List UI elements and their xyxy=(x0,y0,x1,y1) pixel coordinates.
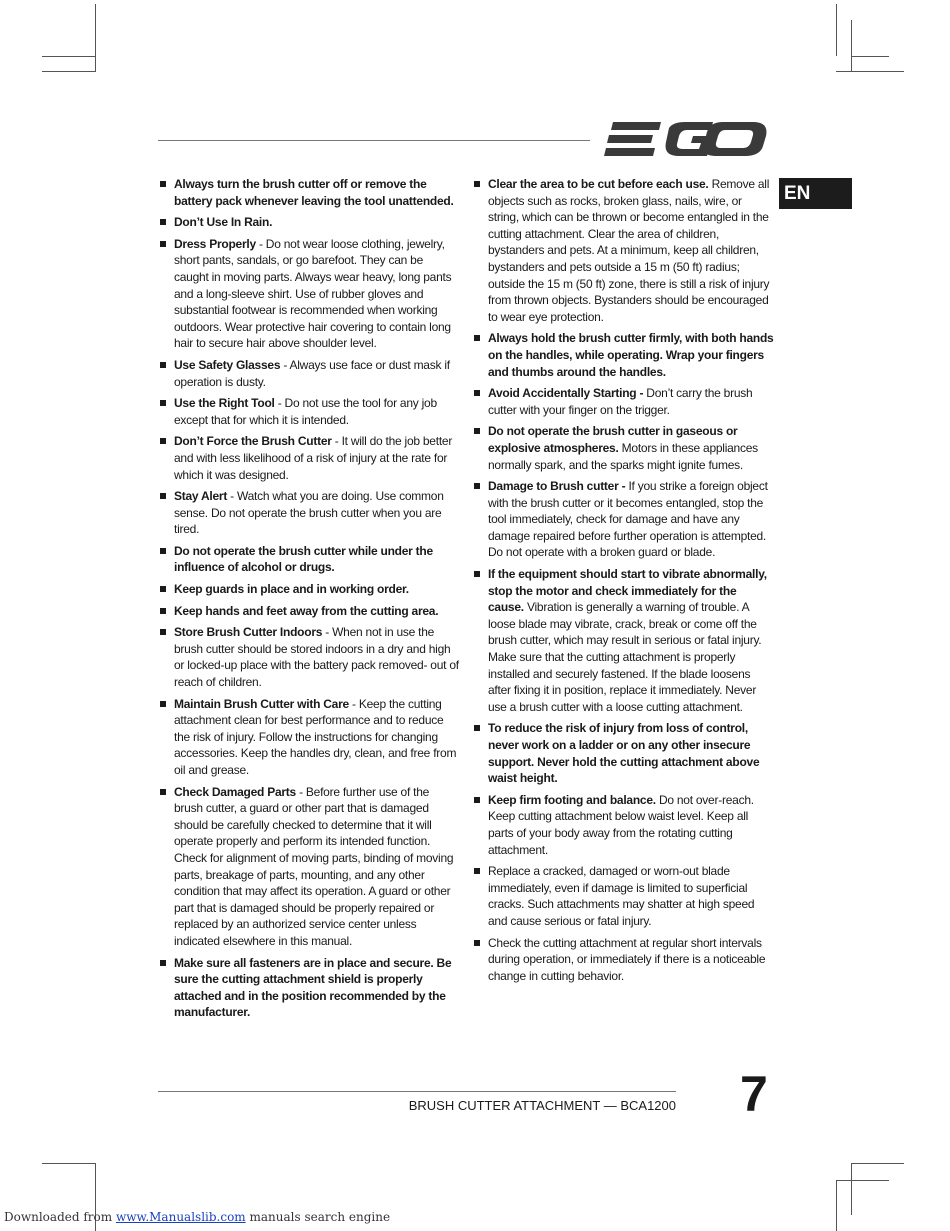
item-text: - Keep the cutting attachment clean for best performance and to reduce the risk of injury. Follow the instructions for changing accessories. Keep the handles dry, clean, and free from oil and grease. xyxy=(174,696,457,777)
list-item xyxy=(160,624,460,690)
bullet-icon xyxy=(160,789,166,795)
item-bold: Make sure all fasteners are in place and secure. Be sure the cutting attachment shield is properly attached and in the position recommended by the manufacturer. xyxy=(174,955,452,1020)
item-bold: Clear the area to be cut before each use. xyxy=(488,177,709,191)
bullet-icon xyxy=(160,362,166,368)
crop-mark xyxy=(42,71,96,72)
list-item xyxy=(160,955,460,1021)
item-text: Vibration is generally a warning of trouble. A loose blade may vibrate, crack, break or come off the brush cutter, which may result in serious or fatal injury. Make sure that the cutting attachment is properly installed and securely fastened. If the blade loosens after fixing it in position, replace it immediately. Never use a brush cutter with a loose cutting attachment. xyxy=(488,600,762,714)
bullet-icon xyxy=(474,181,480,187)
list-item xyxy=(474,720,774,786)
list-item xyxy=(474,330,774,380)
bullet-icon xyxy=(474,335,480,341)
bullet-icon xyxy=(474,725,480,731)
bullet-icon xyxy=(160,400,166,406)
bullet-icon xyxy=(474,571,480,577)
crop-mark xyxy=(836,1180,837,1231)
list-item xyxy=(474,423,774,473)
right-column xyxy=(474,176,774,989)
item-bold: Always turn the brush cutter off or remove the battery pack whenever leaving the tool unattended. xyxy=(174,177,454,208)
bullet-icon xyxy=(474,797,480,803)
item-text: - Watch what you are doing. Use common sense. Do not operate the brush cutter when you are tired. xyxy=(174,489,444,537)
crop-mark xyxy=(836,71,904,72)
list-item xyxy=(160,543,460,576)
crop-mark xyxy=(836,4,837,56)
item-text: Don’t carry the brush cutter with your finger on the trigger. xyxy=(488,386,753,417)
item-bold: Do not operate the brush cutter in gaseous or explosive atmospheres. xyxy=(488,424,738,455)
list-item xyxy=(474,385,774,418)
crop-mark xyxy=(836,1180,889,1181)
item-bold: Keep guards in place and in working order. xyxy=(174,582,409,597)
crop-mark xyxy=(95,4,96,72)
list-item xyxy=(474,792,774,858)
item-text: - Do not wear loose clothing, jewelry, short pants, sandals, or go barefoot. They can be caught in moving parts. Always wear heavy, long pants and a long-sleeve shirt. Use of rubber gloves and substantial footwear is recommended when working outdoors. Wear protective hair covering to contain long hair to secure hair above shoulder level. xyxy=(174,236,452,351)
item-text: - It will do the job better and with less likelihood of a risk of injury at the rate for which it was designed. xyxy=(174,434,453,482)
bullet-icon xyxy=(160,548,166,554)
list-item xyxy=(474,566,774,715)
item-text: Replace a cracked, damaged or worn-out blade immediately, even if damage is limited to superficial cracks. Such attachments may shatter at high speed and cause serious or fatal injury. xyxy=(488,864,755,928)
list-item xyxy=(474,176,774,325)
list-item xyxy=(160,176,460,209)
item-text: - Always use face or dust mask if operation is dusty. xyxy=(174,357,450,389)
item-bold: Don’t Force the Brush Cutter xyxy=(174,434,332,449)
item-bold: Stay Alert xyxy=(174,489,228,504)
item-text: Remove all objects such as rocks, broken glass, nails, wire, or string, which can be thrown or become entangled in the cutting attachment. Clear the area of children, bystanders and pets. At a minimum, keep all children, bystanders and pets outside a 15 m (50 ft) radius; outside the 15 m (50 ft) zone, there is still a risk of injury from thrown objects. Bystanders should be encouraged to wear eye protection. xyxy=(488,177,770,324)
download-notice xyxy=(4,1210,390,1224)
item-text: Motors in these appliances normally spark, and the sparks might ignite fumes. xyxy=(488,440,758,472)
bullet-icon xyxy=(474,483,480,489)
header-rule xyxy=(158,140,590,141)
footer-rule xyxy=(158,1091,676,1092)
bullet-icon xyxy=(160,241,166,247)
bullet-icon xyxy=(160,586,166,592)
item-bold: Always hold the brush cutter firmly, with both hands on the handles, while operating. Wrap your fingers and thumbs around the handles. xyxy=(488,331,774,379)
download-prefix: Downloaded from xyxy=(4,1210,116,1224)
list-item xyxy=(160,696,460,779)
list-item xyxy=(160,395,460,428)
list-item xyxy=(474,478,774,561)
safety-list-left xyxy=(160,176,460,1021)
list-item xyxy=(474,935,774,985)
crop-mark xyxy=(851,1163,852,1215)
bullet-icon xyxy=(160,181,166,187)
list-item xyxy=(160,236,460,352)
crop-mark xyxy=(851,1163,904,1164)
bullet-icon xyxy=(160,701,166,707)
item-text: - Before further use of the brush cutter, a guard or other part that is damaged should be carefully checked to determine that it will operate properly and perform its intended function. Check for alignment of moving parts, binding of moving parts, breakage of parts, mounting, and any other condition that may affect its operation. A guard or other part that is damaged should be properly repaired or replaced by an authorized service center unless indicated elsewhere in this manual. xyxy=(174,784,454,948)
crop-mark xyxy=(42,56,96,57)
list-item xyxy=(474,863,774,929)
item-bold: Avoid Accidentally Starting - xyxy=(488,386,644,401)
list-item xyxy=(160,603,460,620)
bullet-icon xyxy=(160,629,166,635)
item-bold: Maintain Brush Cutter with Care xyxy=(174,696,349,711)
item-bold: Store Brush Cutter Indoors xyxy=(174,625,323,640)
safety-list-right xyxy=(474,176,774,984)
page-number: 7 xyxy=(740,1066,768,1122)
item-bold: Use Safety Glasses xyxy=(174,357,281,372)
list-item xyxy=(160,581,460,598)
list-item xyxy=(160,433,460,483)
item-text: - When not in use the brush cutter should be stored indoors in a dry and high or locked-up place with the battery pack removed- out of reach of children. xyxy=(174,625,459,690)
item-text: - Do not use the tool for any job except that for which it is intended. xyxy=(174,396,437,427)
crop-mark xyxy=(851,20,852,72)
crop-mark xyxy=(42,1163,96,1164)
item-bold: Keep firm footing and balance. xyxy=(488,792,656,807)
bullet-icon xyxy=(160,219,166,225)
download-suffix: manuals search engine xyxy=(245,1210,391,1224)
item-bold: If the equipment should start to vibrate abnormally, stop the motor and check immediately for the cause. xyxy=(488,567,767,615)
list-item xyxy=(160,784,460,950)
crop-mark xyxy=(851,56,889,57)
bullet-icon xyxy=(160,493,166,499)
manualslib-link[interactable]: www.Manualslib.com xyxy=(115,1210,246,1224)
item-bold: Check Damaged Parts xyxy=(174,784,296,799)
bullet-icon xyxy=(474,868,480,874)
bullet-icon xyxy=(474,428,480,434)
footer-title: BRUSH CUTTER ATTACHMENT — BCA1200 xyxy=(408,1098,676,1113)
list-item xyxy=(160,488,460,538)
item-bold: Damage to Brush cutter - xyxy=(488,479,626,494)
item-text: Check the cutting attachment at regular short intervals during operation, or immediately if there is a noticeable change in cutting behavior. xyxy=(488,935,766,983)
item-bold: Do not operate the brush cutter while under the influence of alcohol or drugs. xyxy=(174,543,433,575)
item-bold: Use the Right Tool xyxy=(174,396,275,411)
item-bold: Don’t Use In Rain. xyxy=(174,215,273,230)
left-column xyxy=(160,176,460,1026)
bullet-icon xyxy=(474,390,480,396)
item-text: If you strike a foreign object with the brush cutter or it becomes entangled, stop the tool immediately, check for damage and have any damage repaired before further operation is attempted. Do not operate with a broken guard or blade. xyxy=(488,479,768,560)
bullet-icon xyxy=(160,438,166,444)
item-bold: Dress Properly xyxy=(174,236,256,251)
bullet-icon xyxy=(160,960,166,966)
bullet-icon xyxy=(474,940,480,946)
language-tab: EN xyxy=(779,178,852,209)
list-item xyxy=(160,214,460,231)
item-text: Do not over-reach. Keep cutting attachment below waist level. Keep all parts of your body away from the rotating cutting attachment. xyxy=(488,792,754,857)
ego-logo xyxy=(603,118,769,160)
item-bold: To reduce the risk of injury from loss of control, never work on a ladder or on any other insecure support. Never hold the cutting attachment above waist height. xyxy=(488,721,760,786)
bullet-icon xyxy=(160,608,166,614)
item-bold: Keep hands and feet away from the cutting area. xyxy=(174,603,439,618)
list-item xyxy=(160,357,460,390)
